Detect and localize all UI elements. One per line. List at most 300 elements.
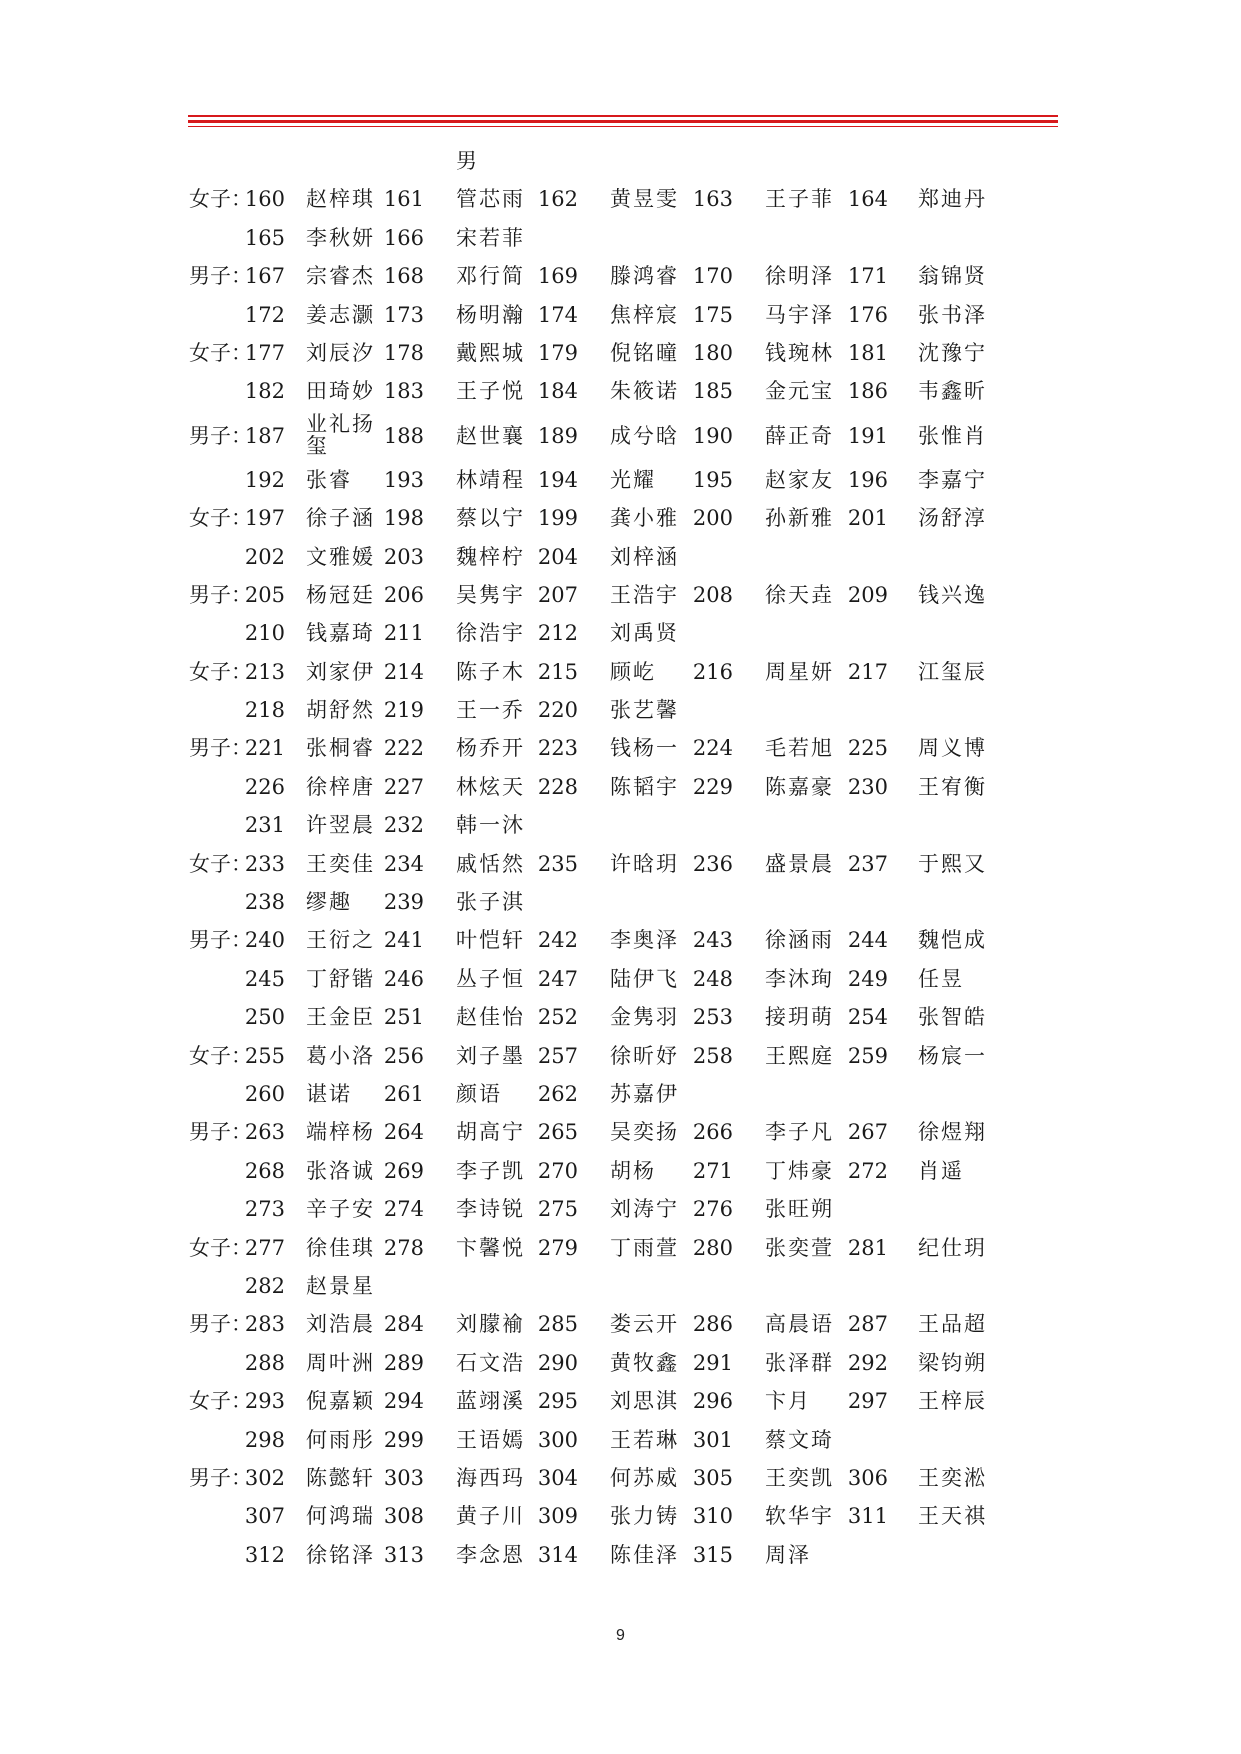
entry-name: 王奕佳 <box>306 851 375 876</box>
entry-name: 魏恺成 <box>918 928 987 953</box>
entry-name: 徐铭泽 <box>306 1542 375 1567</box>
entry-name: 陈嘉豪 <box>765 774 834 799</box>
roster-row <box>0 1382 1241 1420</box>
entry-number: 202 <box>244 544 285 569</box>
entry-number: 166 <box>383 225 424 250</box>
entry-name: 徐煜翔 <box>918 1120 987 1145</box>
entry-number: 177 <box>244 340 285 365</box>
entry-name: 黄牧鑫 <box>610 1350 679 1375</box>
entry-name: 赵家友 <box>765 467 834 492</box>
entry-name: 李沐珣 <box>765 966 834 991</box>
roster-row <box>0 1305 1241 1343</box>
entry-number: 186 <box>847 379 888 404</box>
entry-number: 263 <box>244 1120 285 1145</box>
entry-name: 徐佳琪 <box>306 1235 375 1260</box>
gender-label: 男子： <box>189 1312 252 1337</box>
entry-number: 310 <box>692 1504 733 1529</box>
entry-name: 王奕淞 <box>918 1465 987 1490</box>
entry-number: 257 <box>537 1043 578 1068</box>
entry-number: 174 <box>537 302 578 327</box>
entry-name: 王宥衡 <box>918 774 987 799</box>
entry-number: 265 <box>537 1120 578 1145</box>
entry-name: 蔡以宁 <box>456 506 525 531</box>
entry-name: 陈韬宇 <box>610 774 679 799</box>
entry-name: 许翌晨 <box>306 813 375 838</box>
entry-name: 钱嘉琦 <box>306 621 375 646</box>
entry-name: 蓝翊溪 <box>456 1389 525 1414</box>
roster-row <box>0 1152 1241 1190</box>
entry-number: 264 <box>383 1120 424 1145</box>
entry-name: 刘禹贤 <box>610 621 679 646</box>
entry-number: 239 <box>383 890 424 915</box>
entry-name: 张书泽 <box>918 302 987 327</box>
entry-number: 274 <box>383 1197 424 1222</box>
entry-name: 杨宸一 <box>918 1043 987 1068</box>
entry-name: 马宇泽 <box>765 302 834 327</box>
entry-name: 张艺馨 <box>610 698 679 723</box>
roster-row <box>0 296 1241 334</box>
entry-number: 171 <box>847 264 888 289</box>
entry-name: 张洛诚 <box>306 1158 375 1183</box>
entry-number: 169 <box>537 264 578 289</box>
entry-number: 297 <box>847 1389 888 1414</box>
entry-name: 颜语 <box>456 1081 502 1106</box>
entry-number: 160 <box>244 187 285 212</box>
entry-number: 172 <box>244 302 285 327</box>
entry-number: 201 <box>847 506 888 531</box>
entry-number: 303 <box>383 1465 424 1490</box>
roster-row <box>0 372 1241 410</box>
entry-number: 309 <box>537 1504 578 1529</box>
entry-name: 钱杨一 <box>610 736 679 761</box>
roster-row <box>0 538 1241 576</box>
entry-name: 王若琳 <box>610 1427 679 1452</box>
entry-number: 243 <box>692 928 733 953</box>
entry-name: 毛若旭 <box>765 736 834 761</box>
entry-name: 林靖程 <box>456 467 525 492</box>
entry-number: 223 <box>537 736 578 761</box>
entry-name: 辛子安 <box>306 1197 375 1222</box>
gender-label: 女子： <box>189 1043 252 1068</box>
entry-name: 翁锦贤 <box>918 264 987 289</box>
entry-name: 张睿 <box>306 467 352 492</box>
entry-number: 220 <box>537 698 578 723</box>
entry-name: 何雨彤 <box>306 1427 375 1452</box>
roster-row <box>0 1267 1241 1305</box>
entry-number: 176 <box>847 302 888 327</box>
entry-number: 305 <box>692 1465 733 1490</box>
entry-name: 韦鑫昕 <box>918 379 987 404</box>
page-number: 9 <box>616 1627 625 1644</box>
entry-number: 255 <box>244 1043 285 1068</box>
entry-name: 郑迪丹 <box>918 187 987 212</box>
entry-number: 162 <box>537 187 578 212</box>
entry-name: 江玺辰 <box>918 659 987 684</box>
gender-label: 男子： <box>189 264 252 289</box>
entry-number: 272 <box>847 1158 888 1183</box>
entry-name: 黄昱雯 <box>610 187 679 212</box>
entry-number: 193 <box>383 467 424 492</box>
entry-name: 王语嫣 <box>456 1427 525 1452</box>
entry-name: 叶恺轩 <box>456 928 525 953</box>
entry-name: 陈懿轩 <box>306 1465 375 1490</box>
entry-number: 311 <box>847 1504 888 1529</box>
roster-row <box>0 1113 1241 1151</box>
entry-number: 230 <box>847 774 888 799</box>
roster-row <box>0 691 1241 729</box>
entry-number: 192 <box>244 467 285 492</box>
entry-name: 卞馨悦 <box>456 1235 525 1260</box>
entry-name: 姜志灏 <box>306 302 375 327</box>
entry-number: 306 <box>847 1465 888 1490</box>
entry-name: 黄子川 <box>456 1504 525 1529</box>
entry-name: 成兮晗 <box>610 423 679 448</box>
entry-number: 271 <box>692 1158 733 1183</box>
roster-row <box>0 1075 1241 1113</box>
entry-name: 徐明泽 <box>765 264 834 289</box>
entry-number: 173 <box>383 302 424 327</box>
entry-number: 185 <box>692 379 733 404</box>
entry-number: 279 <box>537 1235 578 1260</box>
entry-name: 赵梓琪 <box>306 187 375 212</box>
entry-name: 田琦妙 <box>306 379 375 404</box>
entry-number: 282 <box>244 1273 285 1298</box>
entry-number: 270 <box>537 1158 578 1183</box>
roster-row <box>0 334 1241 372</box>
entry-number: 247 <box>537 966 578 991</box>
entry-name: 苏嘉伊 <box>610 1081 679 1106</box>
entry-number: 210 <box>244 621 285 646</box>
entry-number: 249 <box>847 966 888 991</box>
entry-name: 宗睿杰 <box>306 264 375 289</box>
entry-name: 陈佳泽 <box>610 1542 679 1567</box>
entry-number: 217 <box>847 659 888 684</box>
entry-name: 韩一沐 <box>456 813 525 838</box>
entry-name: 吴奕扬 <box>610 1120 679 1145</box>
entry-name: 李嘉宁 <box>918 467 987 492</box>
entry-name: 纪仕玥 <box>918 1235 987 1260</box>
roster-row <box>0 576 1241 614</box>
entry-name: 李念恩 <box>456 1542 525 1567</box>
entry-number: 299 <box>383 1427 424 1452</box>
entry-name: 周叶洲 <box>306 1350 375 1375</box>
entry-name: 徐涵雨 <box>765 928 834 953</box>
entry-name: 刘思淇 <box>610 1389 679 1414</box>
entry-name: 张奕萱 <box>765 1235 834 1260</box>
entry-number: 280 <box>692 1235 733 1260</box>
entry-number: 199 <box>537 506 578 531</box>
entry-name: 梁钧朔 <box>918 1350 987 1375</box>
header-rule-middle <box>188 120 1058 123</box>
entry-name: 盛景晨 <box>765 851 834 876</box>
entry-number: 246 <box>383 966 424 991</box>
entry-name: 何苏威 <box>610 1465 679 1490</box>
entry-name: 任昱 <box>918 966 964 991</box>
entry-name: 陈子木 <box>456 659 525 684</box>
entry-name: 张泽群 <box>765 1350 834 1375</box>
entry-name: 吴隽宇 <box>456 582 525 607</box>
roster-row <box>0 845 1241 883</box>
entry-name: 徐子涵 <box>306 506 375 531</box>
entry-name: 张旺朔 <box>765 1197 834 1222</box>
entry-name: 汤舒淳 <box>918 506 987 531</box>
entry-name: 朱筱诺 <box>610 379 679 404</box>
gender-label: 男子： <box>189 423 252 448</box>
entry-name: 王品超 <box>918 1312 987 1337</box>
entry-number: 256 <box>383 1043 424 1068</box>
entry-name: 滕鸿睿 <box>610 264 679 289</box>
entry-number: 290 <box>537 1350 578 1375</box>
entry-number: 208 <box>692 582 733 607</box>
entry-number: 259 <box>847 1043 888 1068</box>
entry-number: 224 <box>692 736 733 761</box>
roster-row <box>0 653 1241 691</box>
roster-row <box>0 1421 1241 1459</box>
roster-row <box>0 142 1241 180</box>
roster-row <box>0 998 1241 1036</box>
entry-name: 业礼扬玺 <box>306 411 375 458</box>
entry-name: 戴熙城 <box>456 340 525 365</box>
roster-row <box>0 883 1241 921</box>
entry-name: 杨明瀚 <box>456 302 525 327</box>
entry-name: 徐昕妤 <box>610 1043 679 1068</box>
entry-name: 李子凡 <box>765 1120 834 1145</box>
roster-row <box>0 411 1241 461</box>
entry-name: 王子悦 <box>456 379 525 404</box>
gender-label: 女子： <box>189 187 252 212</box>
entry-number: 302 <box>244 1465 285 1490</box>
entry-name: 赵景星 <box>306 1273 375 1298</box>
roster-row <box>0 1344 1241 1382</box>
entry-name: 张惟肖 <box>918 423 987 448</box>
entry-name: 徐梓唐 <box>306 774 375 799</box>
entry-name: 丁舒锴 <box>306 966 375 991</box>
gender-label: 女子： <box>189 1235 252 1260</box>
entry-name: 何鸿瑞 <box>306 1504 375 1529</box>
name-roster <box>0 142 1241 1574</box>
entry-number: 295 <box>537 1389 578 1414</box>
entry-number: 286 <box>692 1312 733 1337</box>
entry-number: 254 <box>847 1005 888 1030</box>
entry-number: 221 <box>244 736 285 761</box>
entry-number: 168 <box>383 264 424 289</box>
entry-name: 赵世襄 <box>456 423 525 448</box>
entry-number: 253 <box>692 1005 733 1030</box>
entry-name: 端梓杨 <box>306 1120 375 1145</box>
gender-label: 女子： <box>189 851 252 876</box>
entry-name: 薛正奇 <box>765 423 834 448</box>
entry-number: 258 <box>692 1043 733 1068</box>
entry-number: 203 <box>383 544 424 569</box>
entry-number: 308 <box>383 1504 424 1529</box>
entry-number: 251 <box>383 1005 424 1030</box>
entry-name: 刘浩晨 <box>306 1312 375 1337</box>
entry-name: 王熙庭 <box>765 1043 834 1068</box>
entry-number: 178 <box>383 340 424 365</box>
entry-name: 丛子恒 <box>456 966 525 991</box>
entry-name: 胡高宁 <box>456 1120 525 1145</box>
entry-name: 周义博 <box>918 736 987 761</box>
entry-number: 180 <box>692 340 733 365</box>
entry-number: 301 <box>692 1427 733 1452</box>
entry-number: 196 <box>847 467 888 492</box>
header-rule-top <box>188 115 1058 117</box>
entry-name: 钱琬林 <box>765 340 834 365</box>
entry-number: 229 <box>692 774 733 799</box>
entry-number: 312 <box>244 1542 285 1567</box>
entry-name: 倪嘉颖 <box>306 1389 375 1414</box>
entry-number: 287 <box>847 1312 888 1337</box>
entry-name: 王衍之 <box>306 928 375 953</box>
gender-label: 男子： <box>189 1465 252 1490</box>
entry-name: 刘子墨 <box>456 1043 525 1068</box>
roster-row <box>0 1459 1241 1497</box>
gender-label: 男子： <box>189 1120 252 1145</box>
entry-name: 娄云开 <box>610 1312 679 1337</box>
entry-number: 188 <box>383 423 424 448</box>
entry-name: 沈豫宁 <box>918 340 987 365</box>
entry-number: 191 <box>847 423 888 448</box>
entry-number: 292 <box>847 1350 888 1375</box>
entry-name: 张子淇 <box>456 890 525 915</box>
roster-row <box>0 1497 1241 1535</box>
entry-name: 文雅媛 <box>306 544 375 569</box>
entry-name: 王浩宇 <box>610 582 679 607</box>
entry-number: 183 <box>383 379 424 404</box>
roster-row <box>0 1190 1241 1228</box>
entry-number: 163 <box>692 187 733 212</box>
entry-number: 275 <box>537 1197 578 1222</box>
entry-name: 孙新雅 <box>765 506 834 531</box>
entry-number: 269 <box>383 1158 424 1183</box>
entry-number: 313 <box>383 1542 424 1567</box>
entry-name: 林炫天 <box>456 774 525 799</box>
roster-row <box>0 257 1241 295</box>
entry-number: 244 <box>847 928 888 953</box>
entry-name: 李奥泽 <box>610 928 679 953</box>
header-rule-bottom <box>188 126 1058 127</box>
entry-name: 王金臣 <box>306 1005 375 1030</box>
entry-number: 314 <box>537 1542 578 1567</box>
entry-number: 219 <box>383 698 424 723</box>
entry-number: 227 <box>383 774 424 799</box>
gender-label: 女子： <box>189 1389 252 1414</box>
entry-name: 王天祺 <box>918 1504 987 1529</box>
roster-row <box>0 1229 1241 1267</box>
entry-number: 222 <box>383 736 424 761</box>
entry-number: 293 <box>244 1389 285 1414</box>
roster-row <box>0 1037 1241 1075</box>
roster-row <box>0 180 1241 218</box>
entry-name: 陆伊飞 <box>610 966 679 991</box>
entry-name: 李秋妍 <box>306 225 375 250</box>
entry-number: 164 <box>847 187 888 212</box>
gender-label: 男子： <box>189 928 252 953</box>
entry-number: 233 <box>244 851 285 876</box>
entry-name: 张智皓 <box>918 1005 987 1030</box>
roster-row <box>0 499 1241 537</box>
entry-name: 焦梓宸 <box>610 302 679 327</box>
entry-number: 298 <box>244 1427 285 1452</box>
entry-name: 海西玛 <box>456 1465 525 1490</box>
roster-row <box>0 729 1241 767</box>
gender-label: 女子： <box>189 659 252 684</box>
entry-number: 175 <box>692 302 733 327</box>
entry-number: 207 <box>537 582 578 607</box>
entry-number: 226 <box>244 774 285 799</box>
entry-number: 277 <box>244 1235 285 1260</box>
entry-number: 198 <box>383 506 424 531</box>
roster-row <box>0 768 1241 806</box>
entry-name: 周泽 <box>765 1542 811 1567</box>
entry-number: 284 <box>383 1312 424 1337</box>
entry-name: 肖遥 <box>918 1158 964 1183</box>
entry-name: 周星妍 <box>765 659 834 684</box>
entry-number: 283 <box>244 1312 285 1337</box>
roster-row <box>0 806 1241 844</box>
entry-number: 260 <box>244 1081 285 1106</box>
entry-name: 王梓辰 <box>918 1389 987 1414</box>
entry-number: 190 <box>692 423 733 448</box>
entry-number: 211 <box>383 621 424 646</box>
roster-row <box>0 1536 1241 1574</box>
entry-number: 231 <box>244 813 285 838</box>
entry-number: 215 <box>537 659 578 684</box>
entry-number: 304 <box>537 1465 578 1490</box>
entry-number: 291 <box>692 1350 733 1375</box>
entry-name: 刘辰汐 <box>306 340 375 365</box>
entry-number: 273 <box>244 1197 285 1222</box>
entry-name: 张桐睿 <box>306 736 375 761</box>
entry-name: 杨乔开 <box>456 736 525 761</box>
entry-name: 龚小雅 <box>610 506 679 531</box>
entry-name: 蔡文琦 <box>765 1427 834 1452</box>
gender-label: 男子： <box>189 736 252 761</box>
entry-number: 161 <box>383 187 424 212</box>
entry-name: 李诗锐 <box>456 1197 525 1222</box>
entry-number: 268 <box>244 1158 285 1183</box>
gender-label: 女子： <box>189 340 252 365</box>
entry-number: 204 <box>537 544 578 569</box>
entry-number: 288 <box>244 1350 285 1375</box>
entry-name: 宋若菲 <box>456 225 525 250</box>
entry-name: 刘家伊 <box>306 659 375 684</box>
entry-name: 软华宇 <box>765 1504 834 1529</box>
entry-number: 206 <box>383 582 424 607</box>
entry-number: 181 <box>847 340 888 365</box>
entry-number: 285 <box>537 1312 578 1337</box>
entry-name: 金隽羽 <box>610 1005 679 1030</box>
entry-name: 丁雨萱 <box>610 1235 679 1260</box>
entry-number: 182 <box>244 379 285 404</box>
entry-number: 165 <box>244 225 285 250</box>
entry-number: 197 <box>244 506 285 531</box>
entry-name: 王子菲 <box>765 187 834 212</box>
entry-name: 刘涛宁 <box>610 1197 679 1222</box>
entry-name: 胡舒然 <box>306 698 375 723</box>
entry-number: 281 <box>847 1235 888 1260</box>
entry-number: 289 <box>383 1350 424 1375</box>
entry-number: 170 <box>692 264 733 289</box>
entry-number: 245 <box>244 966 285 991</box>
entry-number: 232 <box>383 813 424 838</box>
entry-name: 高晨语 <box>765 1312 834 1337</box>
entry-name: 许晗玥 <box>610 851 679 876</box>
entry-name: 刘梓涵 <box>610 544 679 569</box>
entry-number: 194 <box>537 467 578 492</box>
entry-number: 225 <box>847 736 888 761</box>
entry-name: 徐浩宇 <box>456 621 525 646</box>
